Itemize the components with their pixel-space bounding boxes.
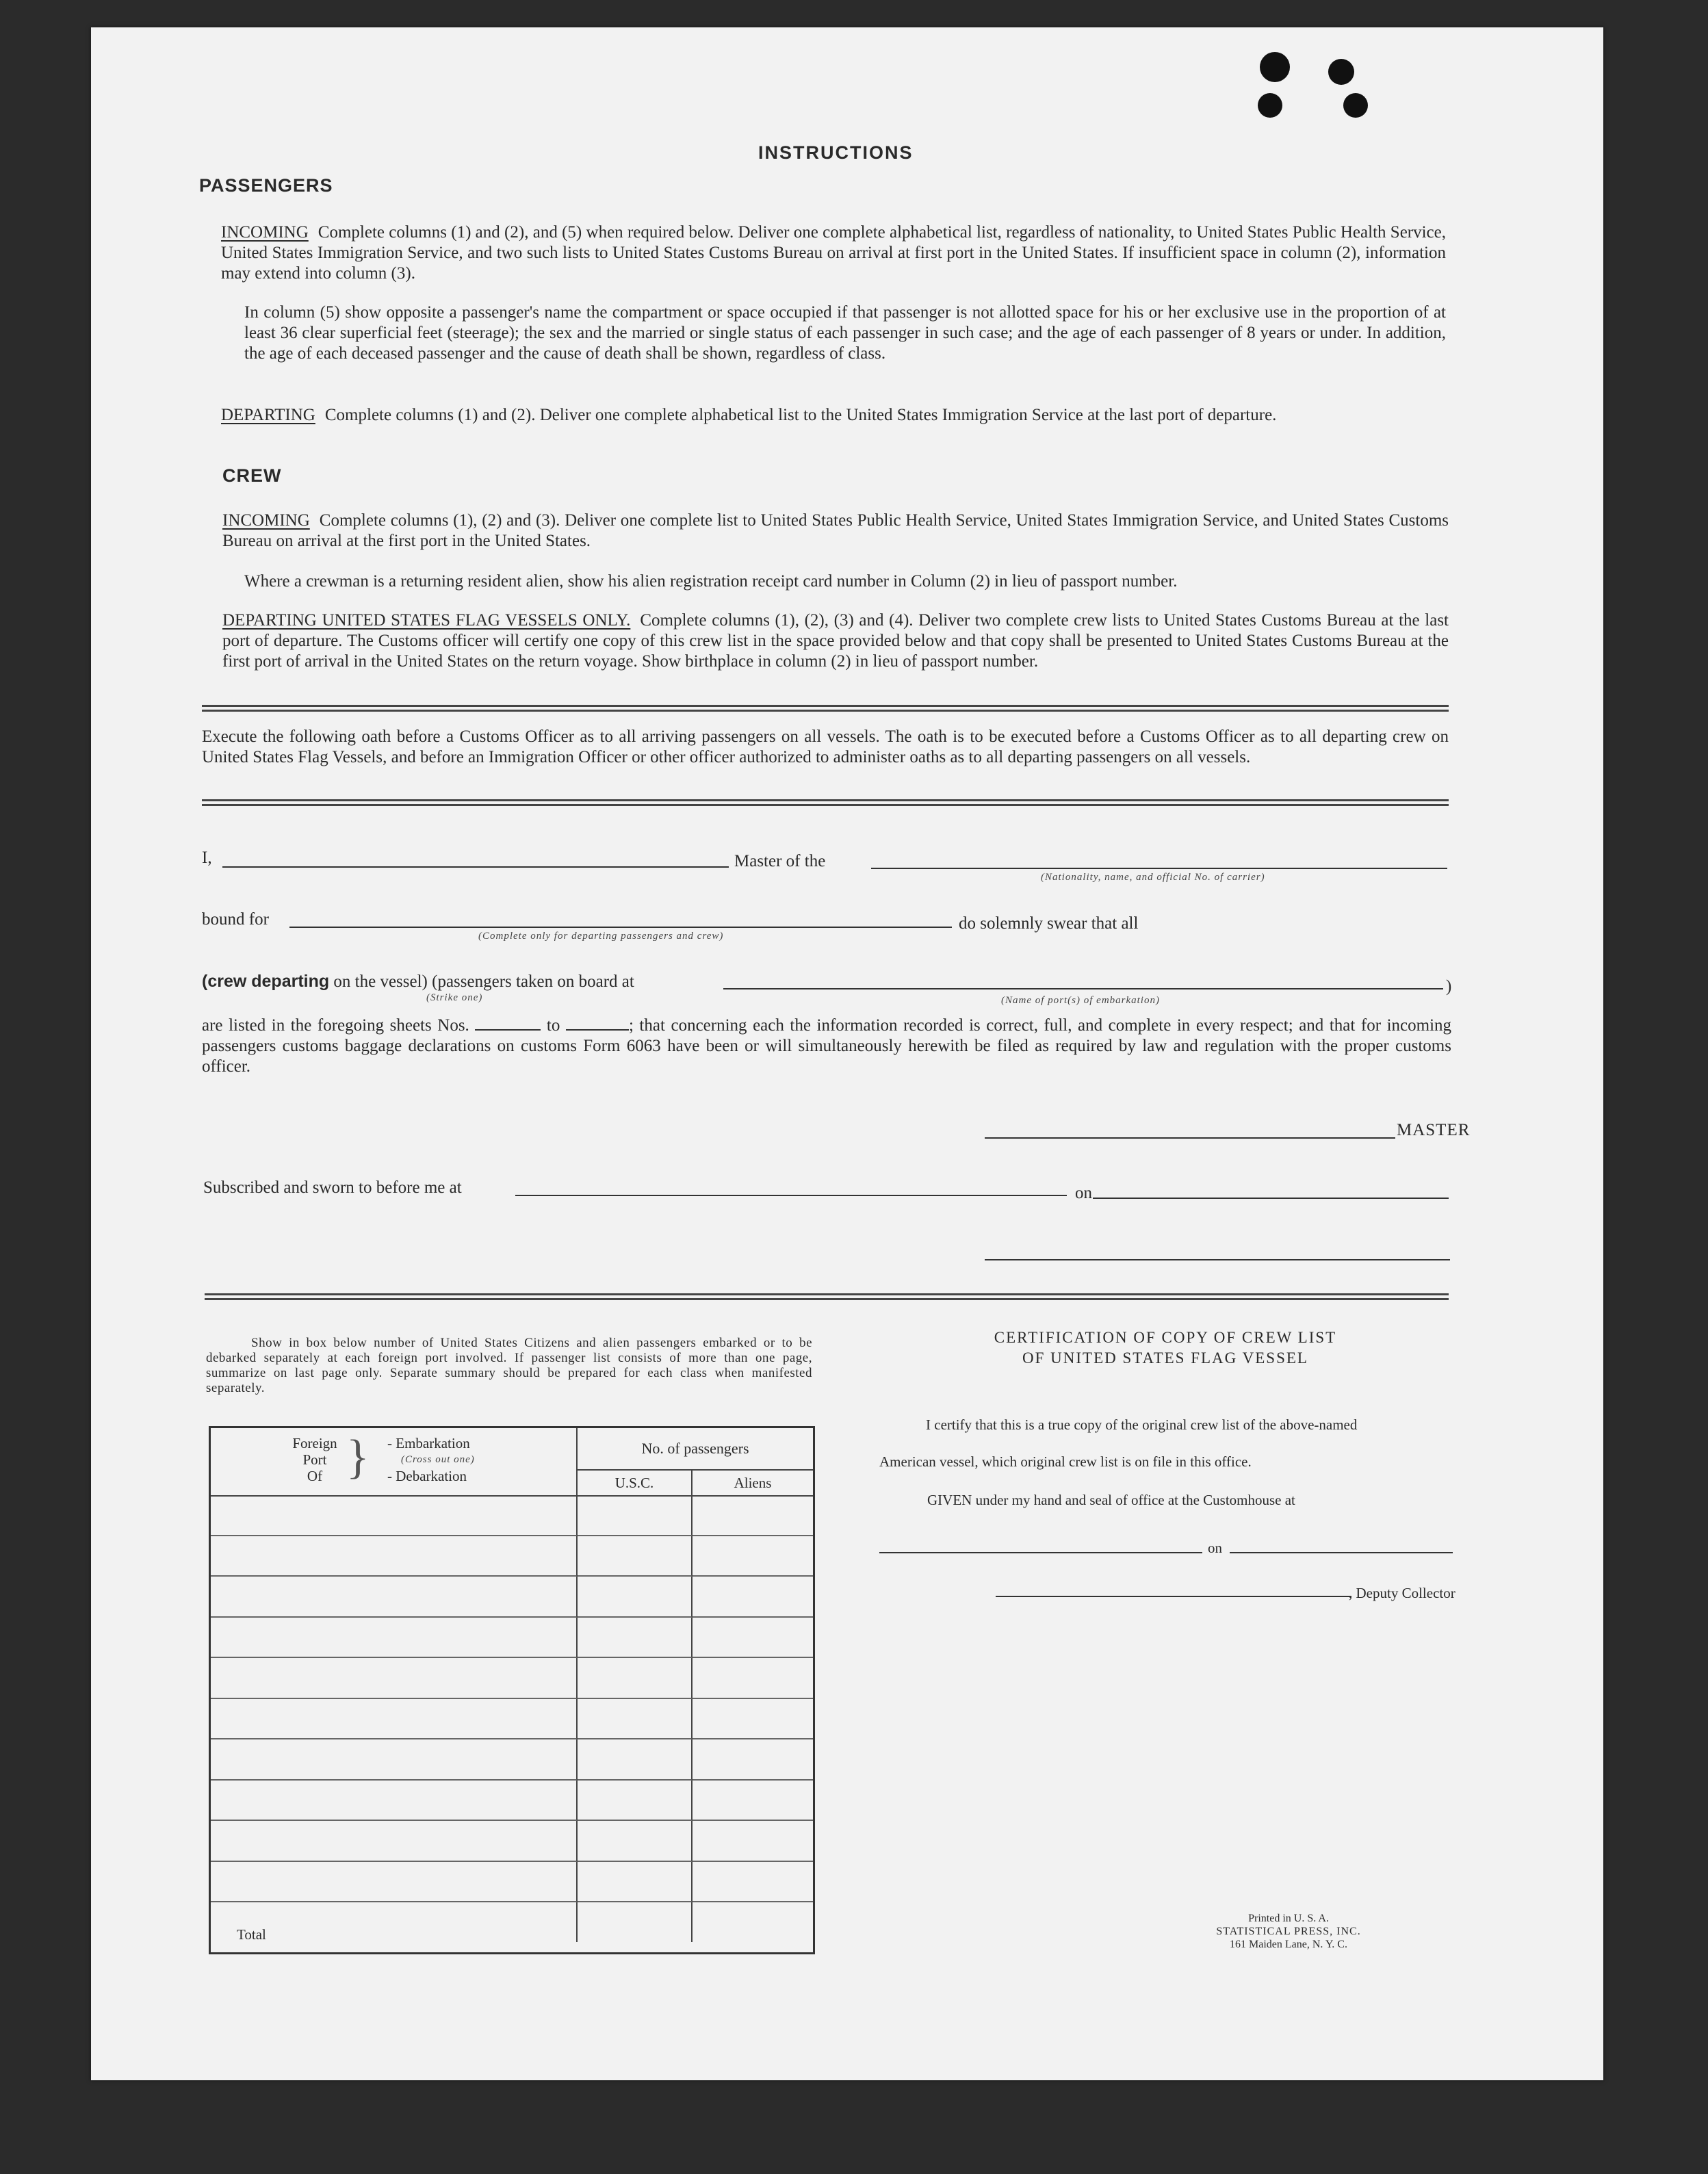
page-title: INSTRUCTIONS xyxy=(758,142,914,163)
usc-cell[interactable] xyxy=(578,1495,693,1536)
port-cell[interactable] xyxy=(211,1577,578,1618)
cross-out-hint: (Cross out one) xyxy=(401,1454,475,1465)
double-rule xyxy=(202,799,1449,806)
deputy-collector-signature-field[interactable] xyxy=(996,1596,1351,1597)
bound-for-label: bound for xyxy=(202,910,269,929)
oath-i-label: I, xyxy=(202,849,212,867)
certification-text3: GIVEN under my hand and seal of office at the Customhouse at xyxy=(927,1492,1295,1508)
certification-text2: American vessel, which original crew list is on file in this office. xyxy=(879,1453,1252,1470)
passengers-taken-text: (passengers taken on board at xyxy=(432,972,634,991)
officer-signature-field[interactable] xyxy=(985,1259,1450,1260)
passengers-incoming-text: Complete columns (1) and (2), and (5) when required below. Deliver one complete alphabetical list, regardless of nationality, to United States Public Health Service, United States Immigration Service, and two such lists to United States Customs Bureau on arrival at first port in the United States. If insufficient space in column (2), information may extend into column (3). xyxy=(221,223,1446,283)
usc-cell[interactable] xyxy=(578,1739,693,1781)
punch-hole-mark xyxy=(1343,93,1368,118)
aliens-cell[interactable] xyxy=(693,1821,813,1862)
embarkation-text: - Embarkation xyxy=(387,1435,470,1451)
passengers-departing-text: Complete columns (1) and (2). Deliver one complete alphabetical list to the United States Immigration Service at the last port of departure. xyxy=(324,406,1277,424)
usc-cell[interactable] xyxy=(578,1536,693,1577)
crew-incoming-text: Complete columns (1), (2) and (3). Deliver one complete list to United States Public Health Service, United States Immigration Service, and United States Customs Bureau on arrival at the first port in the United States. xyxy=(222,511,1449,550)
passengers-departing-label: DEPARTING xyxy=(221,406,315,424)
sheets-paragraph xyxy=(202,1015,1451,1077)
aliens-cell[interactable] xyxy=(693,1902,813,1942)
printer-line1: Printed in U. S. A. xyxy=(1248,1913,1329,1924)
passengers-incoming-paragraph xyxy=(221,222,1446,284)
usc-cell[interactable] xyxy=(578,1658,693,1699)
passengers-departing-paragraph xyxy=(221,405,1446,426)
oath-intro-paragraph: Execute the following oath before a Customs Officer as to all arriving passengers on all vessels. The oath is to be executed before a Customs Officer as to all departing crew on United States Flag Vessels, and before an Immigration Officer or other officer authorized to administer oaths as to all departing passengers on all vessels. xyxy=(202,727,1449,766)
crew-departing-text: Complete columns (1), (2), (3) and (4). Deliver two complete crew lists to United States Customs Bureau at the last port of departure. The Customs officer will certify one copy of this crew list in the space provided below and that copy shall be presented to United States Customs Bureau at the first port of arrival in the United States on the return voyage. Show birthplace in column (2) in lieu of passport number. xyxy=(222,611,1449,671)
passenger-summary-box xyxy=(209,1426,815,1954)
port-cell[interactable] xyxy=(211,1781,578,1822)
punch-hole-mark xyxy=(1328,59,1354,85)
section-heading-passengers: PASSENGERS xyxy=(199,175,333,196)
foreign-port-label xyxy=(285,1435,345,1484)
subscribed-label: Subscribed and sworn to before me at xyxy=(203,1178,462,1197)
embarkation-port-hint: (Name of port(s) of embarkation) xyxy=(1001,995,1160,1006)
total-label: Total xyxy=(237,1926,266,1943)
sheets-text: ; that concerning each the information recorded is correct, full, and complete in every respect; and that for incoming passengers customs baggage declarations on customs Form 6063 have been or will simultaneously herewith be filed as required by law and regulation with the proper customs officer. xyxy=(202,1016,1452,1076)
port-cell[interactable] xyxy=(211,1658,578,1699)
crew-incoming-label: INCOMING xyxy=(222,511,310,530)
close-paren: ) xyxy=(1446,977,1452,996)
punch-hole-mark xyxy=(1258,93,1282,118)
port-cell[interactable] xyxy=(211,1618,578,1659)
port-cell[interactable] xyxy=(211,1739,578,1781)
aliens-cell[interactable] xyxy=(693,1862,813,1903)
crew-departing-label: DEPARTING UNITED STATES FLAG VESSELS ONLY. xyxy=(222,611,631,630)
certification-on-label: on xyxy=(1208,1540,1222,1556)
usc-cell[interactable] xyxy=(578,1902,693,1942)
certification-title-line2: OF UNITED STATES FLAG VESSEL xyxy=(1022,1349,1308,1367)
port-header-cell xyxy=(211,1428,578,1497)
sworn-on-label: on xyxy=(1075,1184,1092,1202)
usc-cell[interactable] xyxy=(578,1862,693,1903)
sworn-date-field[interactable] xyxy=(1093,1198,1449,1199)
usc-cell[interactable] xyxy=(578,1699,693,1740)
sheets-to-label: to xyxy=(546,1016,560,1035)
sheet-from-field[interactable] xyxy=(475,1029,541,1031)
aliens-header: Aliens xyxy=(693,1471,813,1497)
aliens-cell[interactable] xyxy=(693,1699,813,1740)
passengers-column5-paragraph: In column (5) show opposite a passenger's name the compartment or space occupied if that passenger is not allotted space for his or her exclusive use in the proportion of at least 36 clear superficial feet (steerage); the sex and the married or single status of each passenger in such case; and the age of each passenger of 8 years or under. In addition, the age of each deceased passenger and the cause of death shall be shown, regardless of class. xyxy=(244,303,1446,363)
certification-date-field[interactable] xyxy=(1230,1552,1453,1553)
usc-cell[interactable] xyxy=(578,1821,693,1862)
of-text: Of xyxy=(307,1468,323,1484)
port-cell[interactable] xyxy=(211,1821,578,1862)
double-rule xyxy=(202,705,1449,712)
document-page xyxy=(91,27,1603,2080)
embarkation-debarkation-label xyxy=(387,1435,475,1484)
port-cell[interactable] xyxy=(211,1862,578,1903)
deputy-collector-label: , Deputy Collector xyxy=(1349,1585,1455,1601)
aliens-cell[interactable] xyxy=(693,1739,813,1781)
usc-cell[interactable] xyxy=(578,1577,693,1618)
carrier-field-hint: (Nationality, name, and official No. of carrier) xyxy=(1041,872,1265,883)
no-passengers-header: No. of passengers xyxy=(578,1428,813,1471)
bound-for-hint: (Complete only for departing passengers and crew) xyxy=(478,931,724,942)
sheets-label: are listed in the foregoing sheets Nos. xyxy=(202,1016,469,1035)
crew-alien-paragraph: Where a crewman is a returning resident alien, show his alien registration receipt card number in Column (2) in lieu of passport number. xyxy=(244,572,1178,591)
crew-departing-text: (crew departing xyxy=(202,972,330,991)
vessel-line xyxy=(202,972,634,992)
section-heading-crew: CREW xyxy=(222,465,282,486)
carrier-field[interactable] xyxy=(871,868,1447,869)
printer-line3: 161 Maiden Lane, N. Y. C. xyxy=(1230,1939,1347,1950)
sworn-place-field[interactable] xyxy=(515,1195,1067,1196)
printer-imprint xyxy=(1186,1912,1391,1951)
aliens-cell[interactable] xyxy=(693,1618,813,1659)
usc-cell[interactable] xyxy=(578,1618,693,1659)
bound-for-field[interactable] xyxy=(289,927,952,928)
double-rule xyxy=(205,1293,1449,1300)
aliens-cell[interactable] xyxy=(693,1658,813,1699)
punch-hole-mark xyxy=(1260,52,1290,82)
aliens-cell[interactable] xyxy=(693,1495,813,1536)
sheet-to-field[interactable] xyxy=(566,1029,629,1031)
certification-title xyxy=(974,1328,1357,1369)
port-cell[interactable] xyxy=(211,1699,578,1740)
master-label: MASTER xyxy=(1397,1121,1471,1139)
swear-text: do solemnly swear that all xyxy=(959,914,1139,933)
master-signature-field[interactable] xyxy=(985,1137,1395,1139)
strike-one-hint: (Strike one) xyxy=(426,992,483,1003)
crew-incoming-paragraph xyxy=(222,510,1449,552)
master-name-field[interactable] xyxy=(222,866,729,868)
port-cell[interactable] xyxy=(211,1536,578,1577)
aliens-cell[interactable] xyxy=(693,1577,813,1618)
foreign-text: Foreign xyxy=(292,1435,337,1451)
customhouse-field[interactable] xyxy=(879,1552,1202,1553)
master-of-the-label: Master of the xyxy=(734,852,826,870)
port-cell[interactable] xyxy=(211,1495,578,1536)
crew-departing-paragraph xyxy=(222,610,1449,672)
on-the-vessel-text: on the vessel) xyxy=(333,972,428,991)
usc-cell[interactable] xyxy=(578,1781,693,1822)
usc-header: U.S.C. xyxy=(578,1471,693,1497)
brace-glyph: } xyxy=(346,1431,370,1484)
aliens-cell[interactable] xyxy=(693,1781,813,1822)
port-text: Port xyxy=(302,1451,327,1468)
aliens-cell[interactable] xyxy=(693,1536,813,1577)
certification-text1: I certify that this is a true copy of the original crew list of the above-named xyxy=(926,1416,1358,1433)
passengers-incoming-label: INCOMING xyxy=(221,223,309,242)
debarkation-text: - Debarkation xyxy=(387,1468,467,1484)
summary-instructions: Show in box below number of United States Citizens and alien passengers embarked or to be debarked separately at each foreign port involved. If passenger list consists of more than one page, summarize on last page only. Separate summary should be prepared for each class when manifested separately. xyxy=(206,1336,812,1395)
embarkation-port-field[interactable] xyxy=(723,988,1443,989)
certification-title-line1: CERTIFICATION OF COPY OF CREW LIST xyxy=(994,1329,1337,1346)
printer-line2: STATISTICAL PRESS, INC. xyxy=(1216,1926,1361,1937)
